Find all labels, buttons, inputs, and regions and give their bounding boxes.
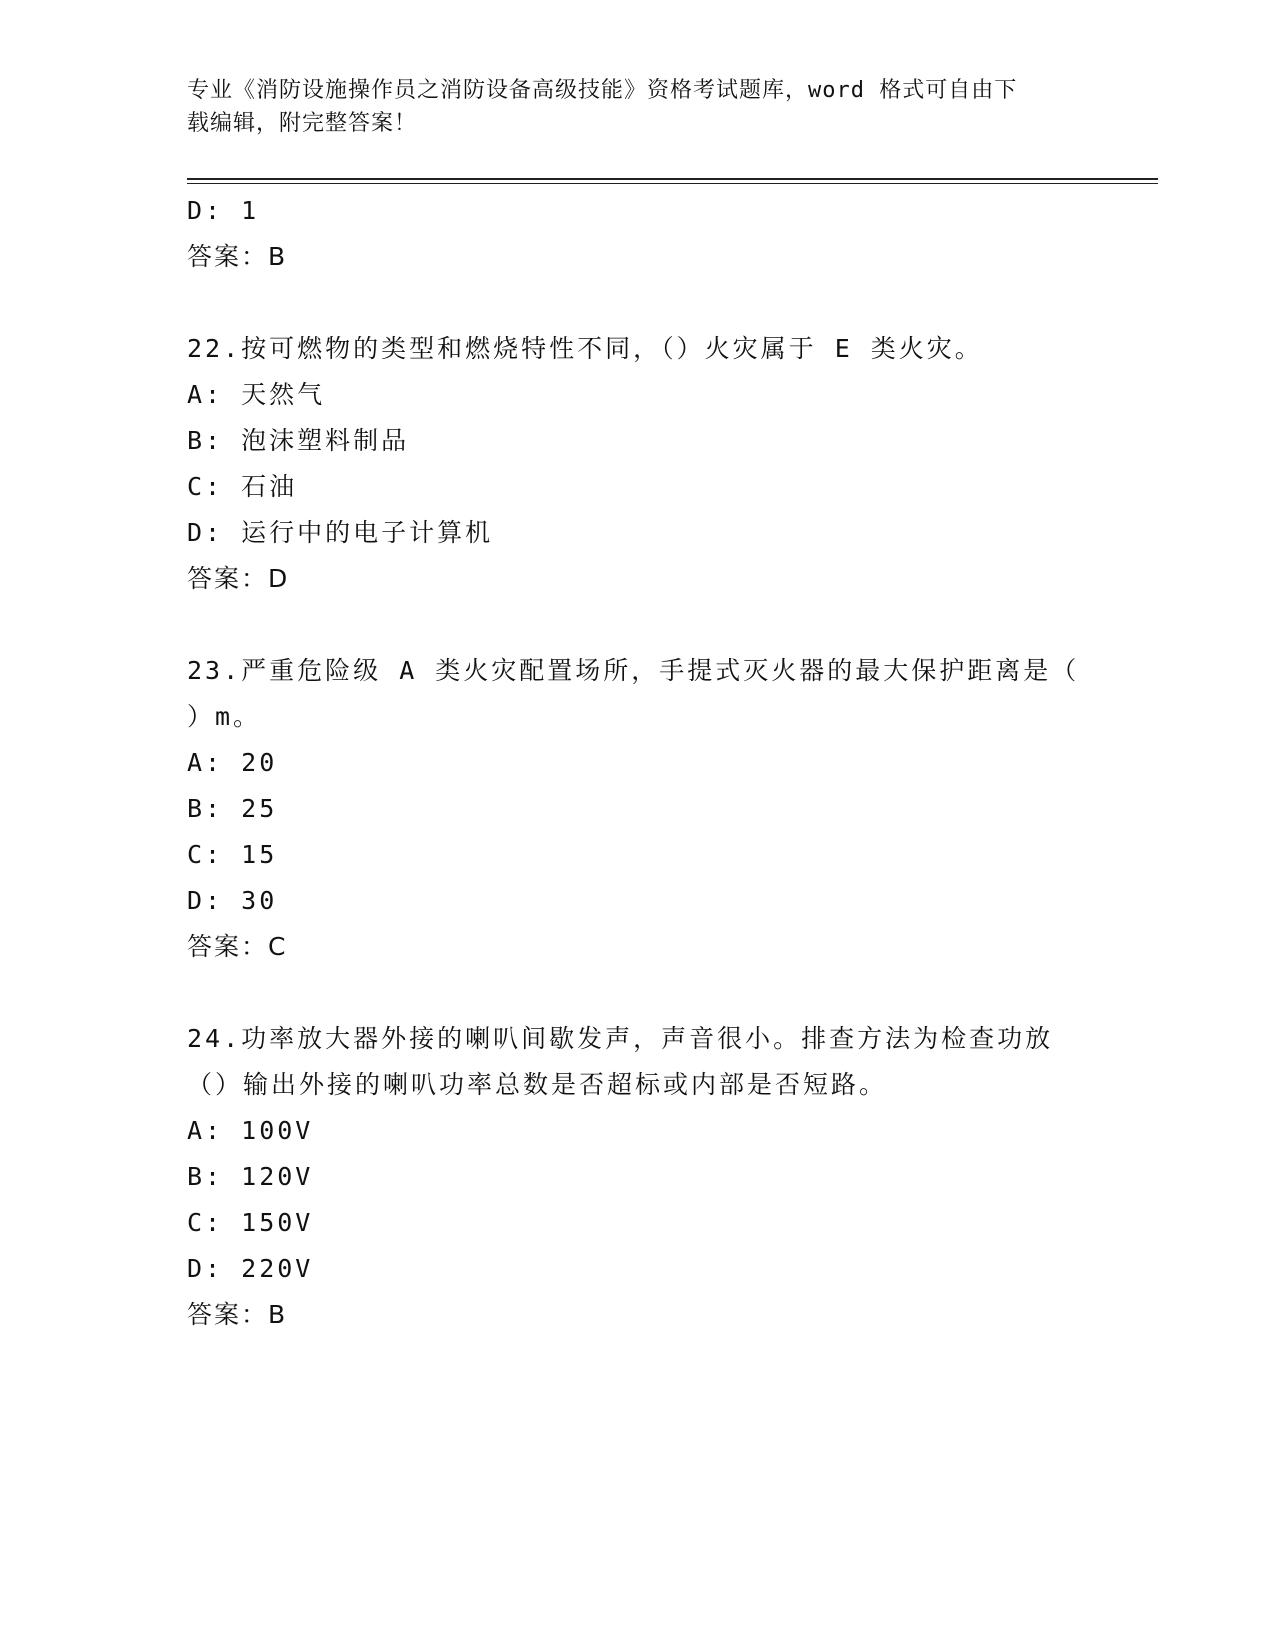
option-b: B: 泡沫塑料制品 (187, 426, 410, 455)
header-divider-thick (187, 178, 1158, 180)
question-23 (187, 648, 1087, 970)
option-d: D: 220V (187, 1254, 314, 1283)
answer-line: 答案：B (187, 242, 288, 271)
question-21-tail (187, 188, 1087, 280)
header-line-1: 专业《消防设施操作员之消防设备高级技能》资格考试题库，word 格式可自由下 (187, 78, 1018, 103)
option-c: C: 15 (187, 840, 278, 869)
question-24 (187, 1016, 1087, 1338)
spacer (187, 970, 1087, 1016)
option-b: B: 25 (187, 794, 278, 823)
answer-line: 答案：C (187, 932, 288, 961)
question-stem: 24.功率放大器外接的喇叭间歇发声，声音很小。排查方法为检查功放 (187, 1024, 1054, 1053)
question-stem: 22.按可燃物的类型和燃烧特性不同，（）火灾属于 E 类火灾。 (187, 334, 983, 363)
question-list (187, 188, 1087, 1338)
header-divider-thin (187, 183, 1158, 184)
option-c: C: 150V (187, 1208, 314, 1237)
question-stem-continued: （）输出外接的喇叭功率总数是否超标或内部是否短路。 (187, 1070, 888, 1099)
option-a: A: 20 (187, 748, 278, 777)
spacer (187, 602, 1087, 648)
header-line-2: 载编辑，附完整答案！ (187, 111, 418, 136)
option-d: D: 运行中的电子计算机 (187, 518, 494, 547)
question-stem: 23.严重危险级 A 类火灾配置场所，手提式灭火器的最大保护距离是（ (187, 656, 1080, 685)
option-d: D: 30 (187, 886, 278, 915)
document-header (187, 74, 1087, 140)
question-stem-continued: ）m。 (187, 702, 262, 731)
answer-line: 答案：D (187, 564, 290, 593)
option-d: D: 1 (187, 196, 260, 225)
answer-line: 答案：B (187, 1300, 288, 1329)
option-a: A: 100V (187, 1116, 314, 1145)
question-22 (187, 326, 1087, 602)
spacer (187, 280, 1087, 326)
option-c: C: 石油 (187, 472, 298, 501)
option-b: B: 120V (187, 1162, 314, 1191)
option-a: A: 天然气 (187, 380, 326, 409)
